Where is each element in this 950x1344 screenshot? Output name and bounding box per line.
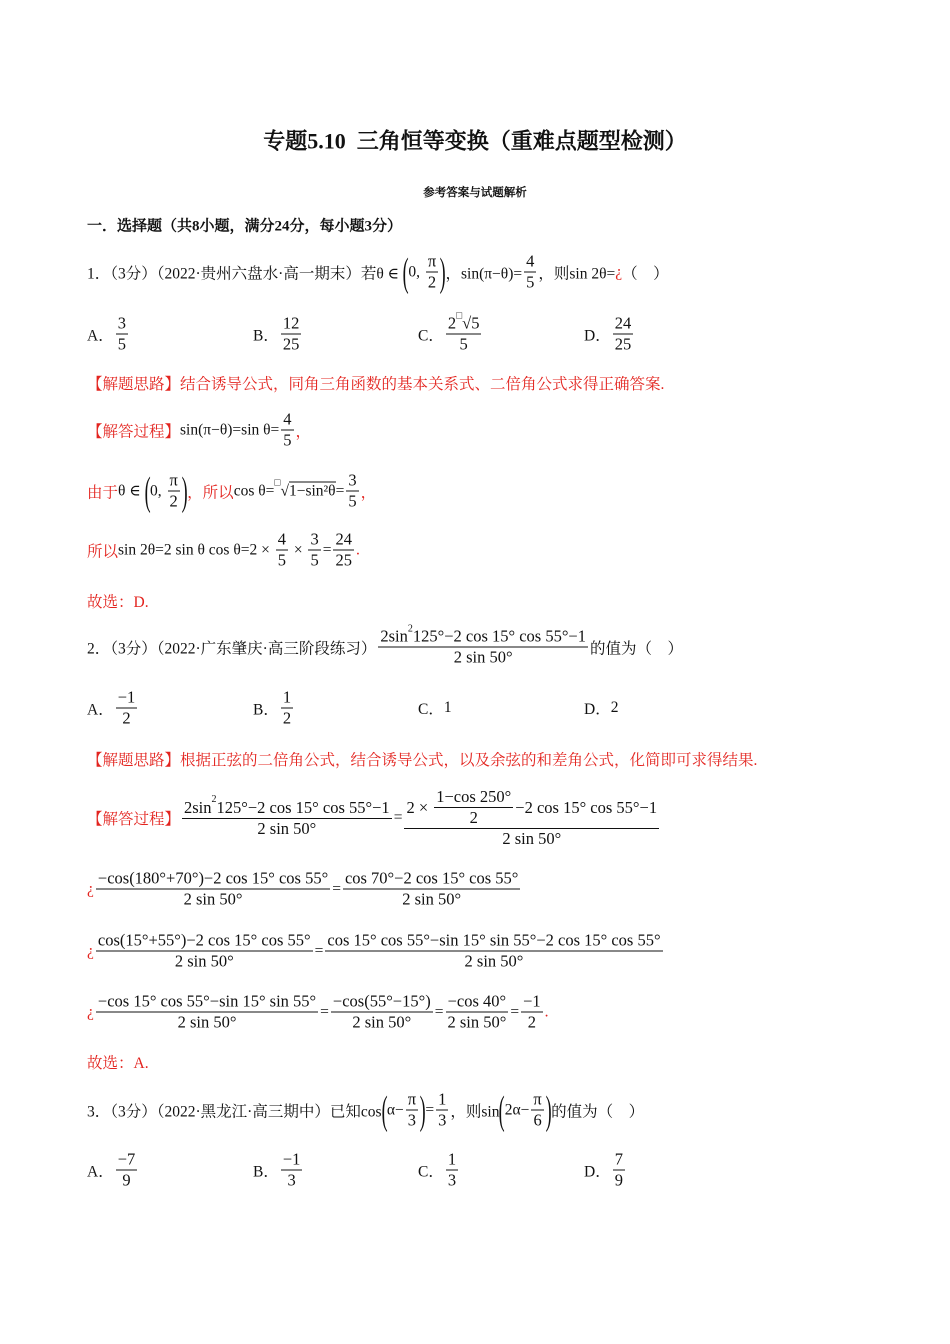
- fraction-numerator: [182, 794, 392, 819]
- fraction: [446, 310, 482, 355]
- text: 9: [614, 1170, 623, 1190]
- fraction-numerator: [96, 869, 330, 890]
- text: 4: [526, 251, 535, 271]
- radicand: 1−sin²θ: [288, 482, 336, 500]
- fraction-numerator: [406, 1090, 418, 1111]
- text: =: [335, 482, 345, 499]
- text: 2 ×: [406, 797, 433, 817]
- text: 的值为（ ）: [590, 640, 684, 657]
- text: −cos 40°: [447, 991, 507, 1011]
- text: 25: [614, 334, 632, 354]
- text: ×: [289, 541, 307, 558]
- fraction-denominator: [116, 335, 128, 355]
- highlight-text: 【解题思路】结合诱导公式，同角三角函数的基本关系式、二倍角公式求得正确答案.: [87, 376, 665, 393]
- fraction-denominator: [120, 709, 132, 729]
- text: cos 70°−2 cos 15° cos 55°: [344, 868, 519, 888]
- fraction: [116, 688, 138, 729]
- text: 9: [122, 1170, 131, 1190]
- fraction-denominator: [281, 709, 293, 729]
- text: cos(15°+55°)−2 cos 15° cos 55°: [97, 930, 311, 950]
- fraction: [346, 471, 358, 512]
- text: 2 sin 50°: [352, 1012, 412, 1032]
- text: √: [280, 482, 289, 499]
- big-parenthesis: ): [545, 1087, 552, 1132]
- text: 的值为（ ）: [551, 1103, 645, 1120]
- text: −1: [282, 1149, 301, 1169]
- text: =: [393, 809, 403, 826]
- fraction-denominator: [173, 952, 236, 972]
- text: 3: [407, 1110, 416, 1130]
- text: π: [407, 1089, 417, 1109]
- page-title: [0, 125, 950, 156]
- text: 12: [282, 313, 300, 333]
- text: 5: [283, 430, 292, 450]
- fraction: [96, 992, 318, 1033]
- text: 2 sin 50°: [464, 951, 524, 971]
- text: √5: [462, 313, 480, 333]
- fraction-denominator: [286, 1171, 298, 1191]
- fraction: [426, 252, 438, 293]
- fraction: [281, 1150, 303, 1191]
- fraction: [531, 1090, 543, 1131]
- content-line: [87, 869, 522, 910]
- highlight-text: 由于: [87, 484, 119, 501]
- text: 一．选择题（共8小题，满分24分，每小题3分）: [87, 218, 403, 235]
- fraction-denominator: [120, 1171, 132, 1191]
- answer-option[interactable]: [584, 697, 618, 719]
- option-label: D．: [584, 327, 611, 344]
- text: cos θ=: [233, 482, 275, 499]
- answer-option[interactable]: [418, 1150, 460, 1191]
- text: −cos 15° cos 55°−sin 15° sin 55°: [97, 991, 317, 1011]
- fraction-denominator: [346, 492, 358, 512]
- fraction-numerator: [343, 869, 520, 890]
- fraction: [325, 931, 662, 972]
- text: 5: [117, 334, 126, 354]
- option-label: C．: [418, 701, 444, 718]
- text: π: [533, 1089, 542, 1109]
- fraction: [613, 314, 634, 355]
- fraction: [521, 992, 543, 1033]
- big-parenthesis: (: [144, 468, 151, 513]
- text: 2 sin 50°: [402, 889, 462, 909]
- fraction-denominator: [468, 808, 480, 828]
- text: =: [320, 1003, 329, 1020]
- text: θ ∈: [118, 482, 145, 500]
- fraction-denominator: [500, 829, 563, 849]
- fraction-denominator: [308, 551, 320, 571]
- fraction: [281, 410, 293, 451]
- fraction-numerator: [116, 1150, 138, 1171]
- superscript: □: [456, 310, 463, 321]
- content-line: [87, 372, 664, 394]
- text: −7: [117, 1149, 136, 1169]
- fraction-numerator: [333, 530, 354, 551]
- highlight-text: ¿: [87, 880, 94, 897]
- text: =: [314, 942, 324, 959]
- fraction: [436, 1090, 448, 1131]
- fraction-denominator: [458, 335, 470, 355]
- text: sin 2θ=2 sin θ cos θ=2 ×: [118, 541, 274, 558]
- fraction-numerator: [281, 1150, 303, 1171]
- big-parenthesis: (: [381, 1087, 388, 1132]
- content-line: [87, 931, 665, 972]
- fraction: [308, 530, 320, 571]
- fraction-denominator: [281, 431, 293, 451]
- fraction-numerator: [281, 688, 293, 709]
- text: π: [169, 470, 178, 490]
- text: 25: [282, 334, 300, 354]
- text: sin(π−θ)=sin θ=: [180, 421, 280, 438]
- fraction: [276, 530, 288, 571]
- fraction-numerator: [308, 530, 320, 551]
- answer-option[interactable]: [418, 310, 483, 355]
- content-line: [87, 1087, 645, 1132]
- highlight-text: 【解题思路】根据正弦的二倍角公式，结合诱导公式，以及余弦的和差角公式，化简即可求得结果.: [87, 752, 758, 769]
- answer-option[interactable]: [87, 688, 139, 729]
- fraction-denominator: [255, 819, 318, 839]
- text: −1: [523, 991, 541, 1011]
- fraction: [96, 931, 313, 972]
- fraction-numerator: [281, 314, 302, 335]
- fraction-numerator: [613, 314, 634, 335]
- option-label: A．: [87, 1163, 114, 1180]
- superscript: 2: [407, 623, 413, 634]
- fraction-denominator: [445, 1013, 508, 1033]
- text: 3: [287, 1170, 296, 1190]
- text: 2sin: [184, 797, 212, 817]
- fraction-numerator: [446, 1150, 458, 1171]
- fraction-denominator: [613, 1171, 625, 1191]
- text: 125°−2 cos 15° cos 55°−1: [216, 797, 390, 817]
- text: cos 15° cos 55°−sin 15° sin 55°−2 cos 15° cos 55°: [327, 930, 661, 950]
- answer-option[interactable]: [87, 1150, 139, 1191]
- section-heading: [87, 215, 402, 236]
- fraction: [524, 252, 536, 293]
- fraction-numerator: [325, 931, 662, 952]
- content-line: [87, 530, 360, 571]
- fraction-numerator: [168, 471, 180, 492]
- answer-option[interactable]: [253, 688, 295, 729]
- text: 参考答案与试题解析: [423, 187, 527, 199]
- text: α−: [386, 1101, 404, 1118]
- highlight-text: .: [544, 1003, 549, 1020]
- text: 2: [169, 491, 178, 511]
- fraction-numerator: [531, 1090, 543, 1111]
- superscript: □: [274, 477, 281, 489]
- text: 1: [282, 687, 292, 707]
- highlight-text: 【解答过程】: [87, 811, 181, 828]
- option-label: B．: [253, 701, 279, 718]
- text: 3．（3分）（2022·黑龙江·高三期中）已知cos: [87, 1103, 382, 1120]
- fraction-numerator: [276, 530, 288, 551]
- text: 24: [614, 313, 632, 333]
- fraction-numerator: [404, 787, 659, 829]
- answer-option[interactable]: [584, 1150, 627, 1191]
- text: 1: [443, 699, 452, 716]
- text: 125°−2 cos 15° cos 55°−1: [412, 626, 586, 646]
- highlight-text: ¿: [87, 1003, 94, 1020]
- big-parenthesis: ): [181, 468, 188, 513]
- text: 2: [427, 272, 437, 292]
- fraction: [378, 623, 588, 668]
- text: 5: [310, 550, 319, 570]
- text: ，sin(π−θ)=: [445, 265, 523, 282]
- text: =: [332, 880, 341, 897]
- answer-option[interactable]: [253, 1150, 304, 1191]
- option-label: D．: [584, 1163, 611, 1180]
- text: 2 sin 50°: [183, 889, 243, 909]
- fraction-denominator: [182, 890, 245, 910]
- fraction: [343, 869, 520, 910]
- answer-option[interactable]: [87, 314, 130, 355]
- text: =: [434, 1003, 444, 1020]
- superscript: 2: [211, 794, 217, 805]
- highlight-text: .: [355, 541, 360, 558]
- fraction-denominator: [613, 335, 634, 355]
- fraction: [331, 992, 433, 1033]
- fraction-denominator: [350, 1013, 413, 1033]
- highlight-text: 所以: [87, 543, 119, 560]
- answer-option[interactable]: [584, 314, 635, 355]
- content-line: [87, 992, 549, 1033]
- text: 2 sin 50°: [174, 951, 234, 971]
- content-line: [87, 590, 149, 612]
- fraction-denominator: [276, 551, 288, 571]
- fraction-numerator: [434, 787, 513, 808]
- text: π: [427, 251, 437, 271]
- fraction: [281, 314, 302, 355]
- fraction: [116, 1150, 138, 1191]
- text: 7: [614, 1149, 623, 1169]
- text: −1: [117, 687, 136, 707]
- fraction-numerator: [281, 410, 293, 431]
- fraction-numerator: [436, 1090, 448, 1111]
- option-label: D．: [584, 701, 611, 718]
- content-line: [87, 623, 684, 668]
- fraction: [281, 688, 293, 729]
- text: −cos(180°+70°)−2 cos 15° cos 55°: [97, 868, 329, 888]
- text: −2 cos 15° cos 55°−1: [515, 797, 658, 817]
- fraction-denominator: [176, 1013, 239, 1033]
- fraction: [96, 869, 330, 910]
- big-parenthesis: (: [402, 249, 409, 294]
- text: 3: [447, 1170, 457, 1190]
- fraction-denominator: [524, 273, 536, 293]
- highlight-text: 【解答过程】: [87, 423, 181, 440]
- content-line: [87, 1051, 149, 1073]
- option-label: C．: [418, 1163, 444, 1180]
- fraction-numerator: [331, 992, 433, 1013]
- fraction: [333, 530, 354, 571]
- text: 0,: [150, 482, 166, 499]
- text: 2: [447, 313, 457, 333]
- fraction: [182, 794, 392, 839]
- text: 2: [610, 699, 619, 716]
- fraction-denominator: [168, 492, 180, 512]
- highlight-text: 故选：D.: [87, 594, 149, 611]
- text: 2 sin 50°: [447, 1012, 507, 1032]
- fraction-numerator: [96, 931, 313, 952]
- text: 2．（3分）（2022·广东肇庆·高三阶段练习）: [87, 640, 377, 657]
- fraction-denominator: [531, 1111, 543, 1131]
- text: ，则sin 2θ=: [538, 265, 616, 282]
- text: 25: [335, 550, 352, 570]
- text: （ ）: [622, 265, 669, 282]
- big-parenthesis: ): [439, 249, 446, 294]
- text: 5: [277, 550, 286, 570]
- page-subtitle: [0, 184, 950, 200]
- highlight-text: ¿: [87, 942, 94, 959]
- content-line: [87, 787, 661, 849]
- content-line: [87, 249, 669, 294]
- fraction-denominator: [526, 1013, 538, 1033]
- fraction-denominator: [406, 1111, 418, 1131]
- fraction-denominator: [452, 648, 515, 668]
- option-label: C．: [418, 327, 444, 344]
- text: 2sin: [380, 626, 408, 646]
- highlight-text: ，: [360, 484, 377, 501]
- big-parenthesis: (: [499, 1087, 506, 1132]
- text: −cos(55°−15°): [332, 991, 431, 1011]
- fraction-denominator: [463, 952, 526, 972]
- fraction: [445, 992, 508, 1033]
- text: 2: [122, 708, 131, 728]
- fraction: [434, 787, 513, 828]
- text: =: [322, 541, 332, 558]
- fraction-numerator: [446, 310, 482, 335]
- fraction-denominator: [400, 890, 463, 910]
- fraction: [446, 1150, 458, 1191]
- text: =: [425, 1101, 435, 1118]
- fraction-numerator: [521, 992, 543, 1013]
- highlight-text: ¿: [615, 263, 623, 280]
- text: =: [510, 1003, 520, 1020]
- option-label: B．: [253, 1163, 279, 1180]
- highlight-text: ，: [295, 423, 312, 440]
- fraction-numerator: [446, 992, 509, 1013]
- text: 3: [117, 313, 126, 333]
- fraction-numerator: [116, 688, 138, 709]
- text: 2 sin 50°: [502, 829, 562, 848]
- fraction-denominator: [446, 1171, 458, 1191]
- option-label: A．: [87, 701, 114, 718]
- option-label: A．: [87, 327, 114, 344]
- text: 专题5.10 三角恒等变换（重难点题型检测）: [263, 128, 687, 154]
- highlight-text: ，所以: [187, 484, 234, 501]
- fraction-denominator: [426, 273, 438, 293]
- text: 3: [348, 470, 357, 490]
- fraction-numerator: [346, 471, 358, 492]
- big-parenthesis: ): [419, 1087, 426, 1132]
- fraction-numerator: [426, 252, 438, 273]
- text: 2 sin 50°: [257, 818, 317, 838]
- fraction-numerator: [524, 252, 536, 273]
- text: 2α−: [504, 1101, 530, 1118]
- highlight-text: 故选：A.: [87, 1055, 149, 1072]
- text: 0,: [408, 263, 424, 280]
- text: 5: [526, 272, 535, 292]
- text: 24: [335, 529, 352, 549]
- fraction-numerator: [96, 992, 318, 1013]
- content-line: [87, 748, 757, 770]
- text: 5: [459, 334, 468, 354]
- text: 4: [283, 409, 292, 429]
- text: 1: [438, 1089, 447, 1109]
- text: 2: [282, 708, 292, 728]
- text: 5: [348, 491, 357, 511]
- text: 1．（3分）（2022·贵州六盘水·高一期末）若θ ∈: [87, 265, 403, 282]
- fraction: [613, 1150, 625, 1191]
- fraction-denominator: [436, 1111, 448, 1131]
- fraction: [116, 314, 128, 355]
- content-line: [87, 468, 377, 513]
- fraction: [404, 787, 659, 849]
- text: 3: [310, 529, 319, 549]
- content-line: [87, 410, 311, 451]
- fraction-numerator: [378, 623, 588, 648]
- text: ，则sin: [450, 1103, 500, 1120]
- text: 1: [447, 1149, 457, 1169]
- fraction: [168, 471, 180, 512]
- text: 6: [533, 1110, 542, 1130]
- text: 3: [438, 1110, 447, 1130]
- answer-option[interactable]: [253, 314, 303, 355]
- text: 2: [527, 1012, 536, 1032]
- text: 4: [277, 529, 286, 549]
- text: 1−cos 250°: [436, 787, 512, 806]
- text: 2 sin 50°: [453, 647, 513, 667]
- answer-option[interactable]: [418, 697, 452, 719]
- fraction-numerator: [116, 314, 128, 335]
- option-label: B．: [253, 327, 279, 344]
- text: 2: [469, 808, 478, 827]
- fraction-denominator: [281, 335, 302, 355]
- fraction-numerator: [613, 1150, 625, 1171]
- fraction-denominator: [333, 551, 354, 571]
- text: 2 sin 50°: [177, 1012, 237, 1032]
- fraction: [406, 1090, 418, 1131]
